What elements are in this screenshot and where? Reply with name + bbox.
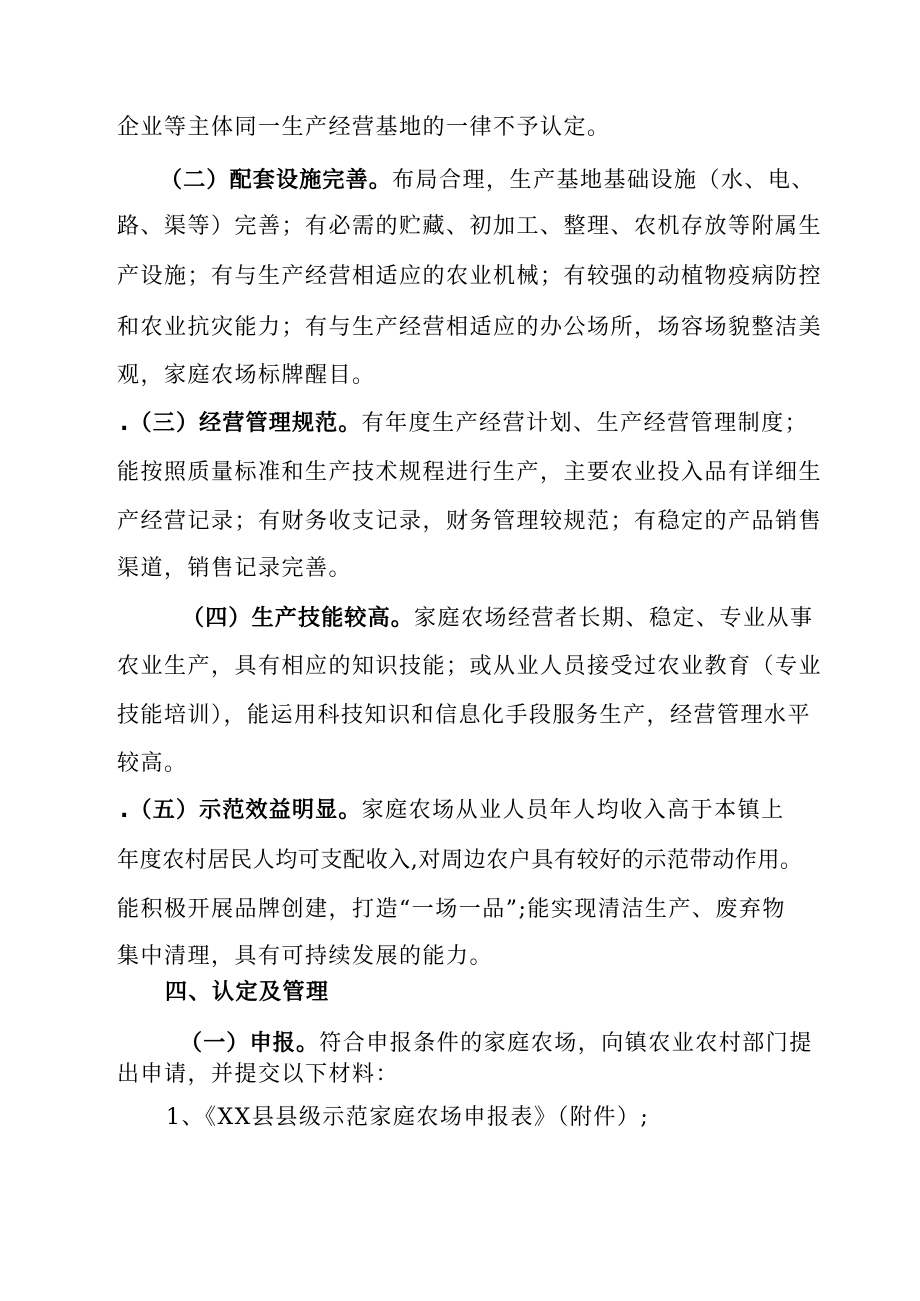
apply-line-1 <box>180 1029 813 1059</box>
apply-heading: （一）申报。 <box>180 1031 320 1056</box>
chapter4-heading: 四、认定及管理 <box>165 980 330 1005</box>
section2-heading: （二）配套设施完善。 <box>160 168 393 193</box>
section5-line-1 <box>120 796 785 826</box>
section2-text-4: 和农业抗灾能力；有与生产经营相适应的办公场所，场容场貌整洁美 <box>117 315 823 340</box>
section2-text-2: 路、渠等）完善；有必需的贮藏、初加工、整理、农机存放等附属生 <box>117 214 823 239</box>
section4-text-4: 较高。 <box>117 751 188 776</box>
section3-text-4: 渠道，销售记录完善。 <box>117 556 353 581</box>
section2-line-1 <box>160 166 815 196</box>
section5-text-1: 家庭农场从业人员年人均收入高于本镇上 <box>361 798 785 823</box>
section4-text-2: 农业生产，具有相应的知识技能；或从业人员接受过农业教育（专业 <box>117 654 823 679</box>
section4-text-3: 技能培训），能运用科技知识和信息化手段服务生产，经营管理水平 <box>117 703 812 728</box>
section4-heading: （四）生产技能较高。 <box>182 606 415 631</box>
section3-line-3 <box>117 507 822 537</box>
section3-line-4 <box>117 554 352 584</box>
section5-line-4 <box>117 942 493 972</box>
section2-text-5: 观，家庭农场标牌醒目。 <box>117 363 376 388</box>
section2-text-1: 布局合理，生产基地基础设施（水、电、 <box>392 168 816 193</box>
section3-line-2 <box>117 458 822 488</box>
apply-item-1 <box>166 1103 649 1133</box>
section4-line-2 <box>117 652 822 682</box>
section4-line-4 <box>117 749 188 779</box>
section4-text-1: 家庭农场经营者长期、稳定、专业从事 <box>414 606 814 631</box>
section2-text-3: 产设施；有与生产经营相适应的农业机械；有较强的动植物疫病防控 <box>117 264 823 289</box>
apply-text-2: 出申请，并提交以下材料： <box>117 1062 400 1087</box>
section3-line-1 <box>120 409 808 439</box>
section2-line-5 <box>117 361 376 391</box>
section5-line-2 <box>117 846 803 876</box>
section5-text-4: 集中清理，具有可持续发展的能力。 <box>117 944 494 969</box>
apply-text-1: 符合申报条件的家庭农场，向镇农业农村部门提 <box>319 1031 813 1056</box>
section5-text-2: 年度农村居民人均可支配收入,对周边农户具有较好的示范带动作用。 <box>117 848 803 873</box>
section5-heading: .（五）示范效益明显。 <box>120 798 362 823</box>
section3-text-2: 能按照质量标准和生产技术规程进行生产，主要农业投入品有详细生 <box>117 460 823 485</box>
section4-line-1 <box>182 604 814 634</box>
section5-line-3 <box>117 895 786 925</box>
section3-text-1: 有年度生产经营计划、生产经营管理制度； <box>361 411 809 436</box>
apply-item-1-text: 1、《XX县县级示范家庭农场申报表》（附件）; <box>166 1105 650 1130</box>
apply-line-2 <box>117 1060 399 1090</box>
section3-heading: .（三）经营管理规范。 <box>120 411 362 436</box>
section4-line-3 <box>117 701 811 731</box>
intro-line <box>117 113 611 143</box>
section3-text-3: 产经营记录；有财务收支记录，财务管理较规范；有稳定的产品销售 <box>117 509 823 534</box>
section2-line-4 <box>117 313 822 343</box>
intro-text: 企业等主体同一生产经营基地的一律不予认定。 <box>117 115 611 140</box>
section2-line-3 <box>117 262 822 292</box>
section2-line-2 <box>117 212 822 242</box>
section5-text-3: 能积极开展品牌创建，打造“一场一品”;能实现清洁生产、废弃物 <box>117 897 786 922</box>
